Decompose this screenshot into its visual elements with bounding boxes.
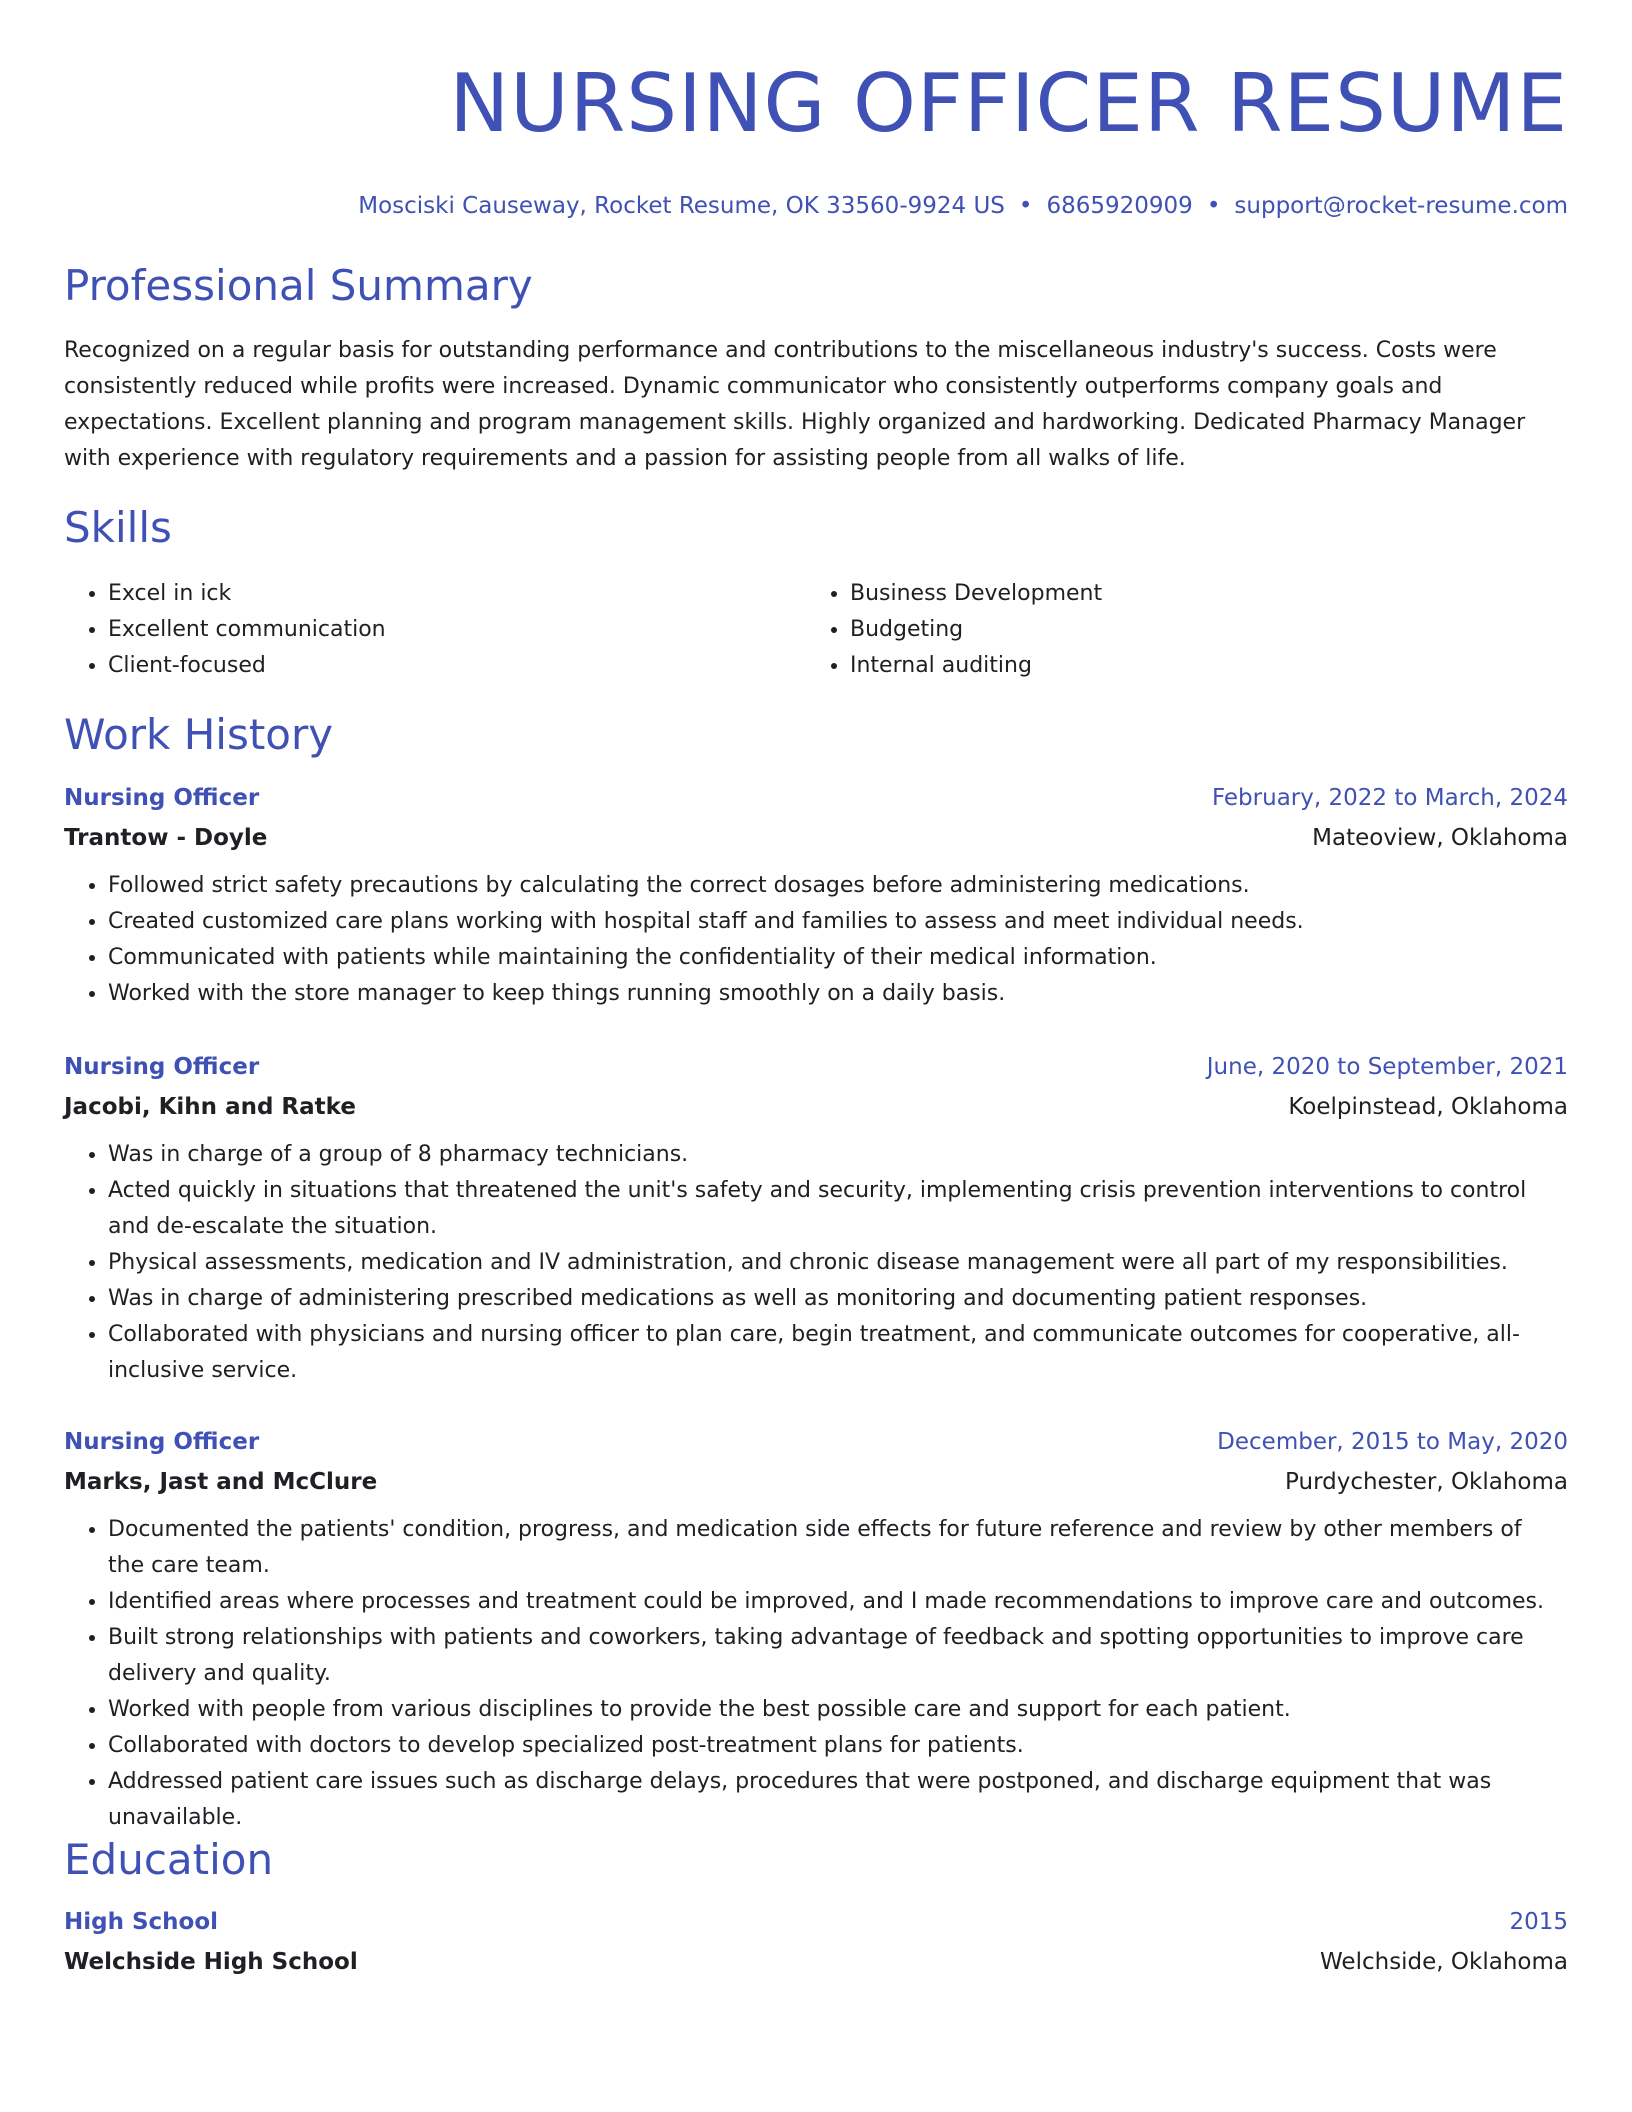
separator-dot: • (1018, 193, 1033, 219)
job-bullet: • Worked with people from various disciplines to provide the best possible care and support for each patient. (108, 1692, 1568, 1728)
summary-text: Recognized on a regular basis for outstanding performance and contributions to the miscellaneous industry's success. Costs were consistently reduced while profits were increased. Dynamic communicator who consistently outperforms company goals and expectations. Excellent planning and program management skills. Highly organized and hardworking. Dedicated Pharmacy Manager with experience with regulatory requirements and a passion for assisting people from all walks of life. (64, 338, 1526, 471)
summary-heading: Professional Summary (64, 261, 533, 310)
education-heading: Education (64, 1835, 274, 1884)
job-bullet: • Worked with the store manager to keep things running smoothly on a daily basis. (108, 976, 1568, 1012)
education-entry (64, 1902, 1568, 1982)
separator-dot: • (1206, 193, 1221, 219)
job-company: Trantow - Doyle (64, 825, 268, 851)
skill-item: • Excellent communication (108, 612, 806, 648)
job-location: Mateoview, Oklahoma (1312, 825, 1568, 851)
job-bullets (64, 868, 1568, 1012)
skill-item: • Budgeting (850, 612, 1548, 648)
job-bullets (64, 1512, 1568, 1836)
job-entry (64, 1047, 1568, 1389)
contact-line (358, 190, 1568, 222)
job-dates: June, 2020 to September, 2021 (1206, 1054, 1568, 1080)
skill-item: • Client-focused (108, 648, 806, 684)
job-dates: February, 2022 to March, 2024 (1211, 785, 1568, 811)
job-bullet: • Identified areas where processes and treatment could be improved, and I made recommendations to improve care and outcomes. (108, 1584, 1568, 1620)
job-bullet: • Collaborated with physicians and nursing officer to plan care, begin treatment, and communicate outcomes for cooperative, all-inclusive service. (108, 1317, 1568, 1389)
job-bullet: • Built strong relationships with patients and coworkers, taking advantage of feedback and spotting opportunities to improve care delivery and quality. (108, 1620, 1568, 1692)
job-bullet: • Physical assessments, medication and IV administration, and chronic disease management were all part of my responsibilities. (108, 1245, 1568, 1281)
resume-title: NURSING OFFICER RESUME (449, 57, 1568, 150)
job-bullet: • Created customized care plans working with hospital staff and families to assess and meet individual needs. (108, 904, 1568, 940)
job-bullet: • Collaborated with doctors to develop specialized post-treatment plans for patients. (108, 1728, 1568, 1764)
contact-email: support@rocket-resume.com (1234, 193, 1568, 219)
job-bullet: • Acted quickly in situations that threatened the unit's safety and security, implementing crisis prevention interventions to control and de-escalate the situation. (108, 1173, 1568, 1245)
job-company: Marks, Jast and McClure (64, 1469, 378, 1495)
skill-item: • Internal auditing (850, 648, 1548, 684)
education-location: Welchside, Oklahoma (1320, 1949, 1568, 1975)
job-company: Jacobi, Kihn and Ratke (64, 1094, 356, 1120)
skills-column-right (806, 576, 1548, 684)
job-bullet: • Was in charge of administering prescribed medications as well as monitoring and documenting patient responses. (108, 1281, 1568, 1317)
job-bullet: • Followed strict safety precautions by calculating the correct dosages before administering medications. (108, 868, 1568, 904)
skills-column-left (64, 576, 806, 684)
job-bullet: • Addressed patient care issues such as discharge delays, procedures that were postponed, and discharge equipment that was unavailable. (108, 1764, 1568, 1836)
job-title: Nursing Officer (64, 785, 260, 811)
education-school: Welchside High School (64, 1949, 358, 1975)
skill-item: • Business Development (850, 576, 1548, 612)
job-bullet: • Documented the patients' condition, progress, and medication side effects for future reference and review by other members of the care team. (108, 1512, 1568, 1584)
skills-list (64, 576, 1568, 684)
job-location: Purdychester, Oklahoma (1285, 1469, 1568, 1495)
skills-heading: Skills (64, 503, 172, 552)
education-degree: High School (64, 1909, 219, 1935)
skill-item: • Excel in ick (108, 576, 806, 612)
education-year: 2015 (1509, 1909, 1568, 1935)
work-history-heading: Work History (64, 710, 334, 759)
job-entry (64, 778, 1568, 1012)
job-entry (64, 1422, 1568, 1836)
job-title: Nursing Officer (64, 1054, 260, 1080)
contact-phone: 6865920909 (1046, 193, 1193, 219)
job-location: Koelpinstead, Oklahoma (1288, 1094, 1568, 1120)
job-bullet: • Communicated with patients while maintaining the confidentiality of their medical information. (108, 940, 1568, 976)
job-dates: December, 2015 to May, 2020 (1217, 1429, 1568, 1455)
job-bullet: • Was in charge of a group of 8 pharmacy technicians. (108, 1137, 1568, 1173)
contact-address: Mosciski Causeway, Rocket Resume, OK 33560-9924 US (358, 193, 1005, 219)
job-title: Nursing Officer (64, 1429, 260, 1455)
job-bullets (64, 1137, 1568, 1389)
